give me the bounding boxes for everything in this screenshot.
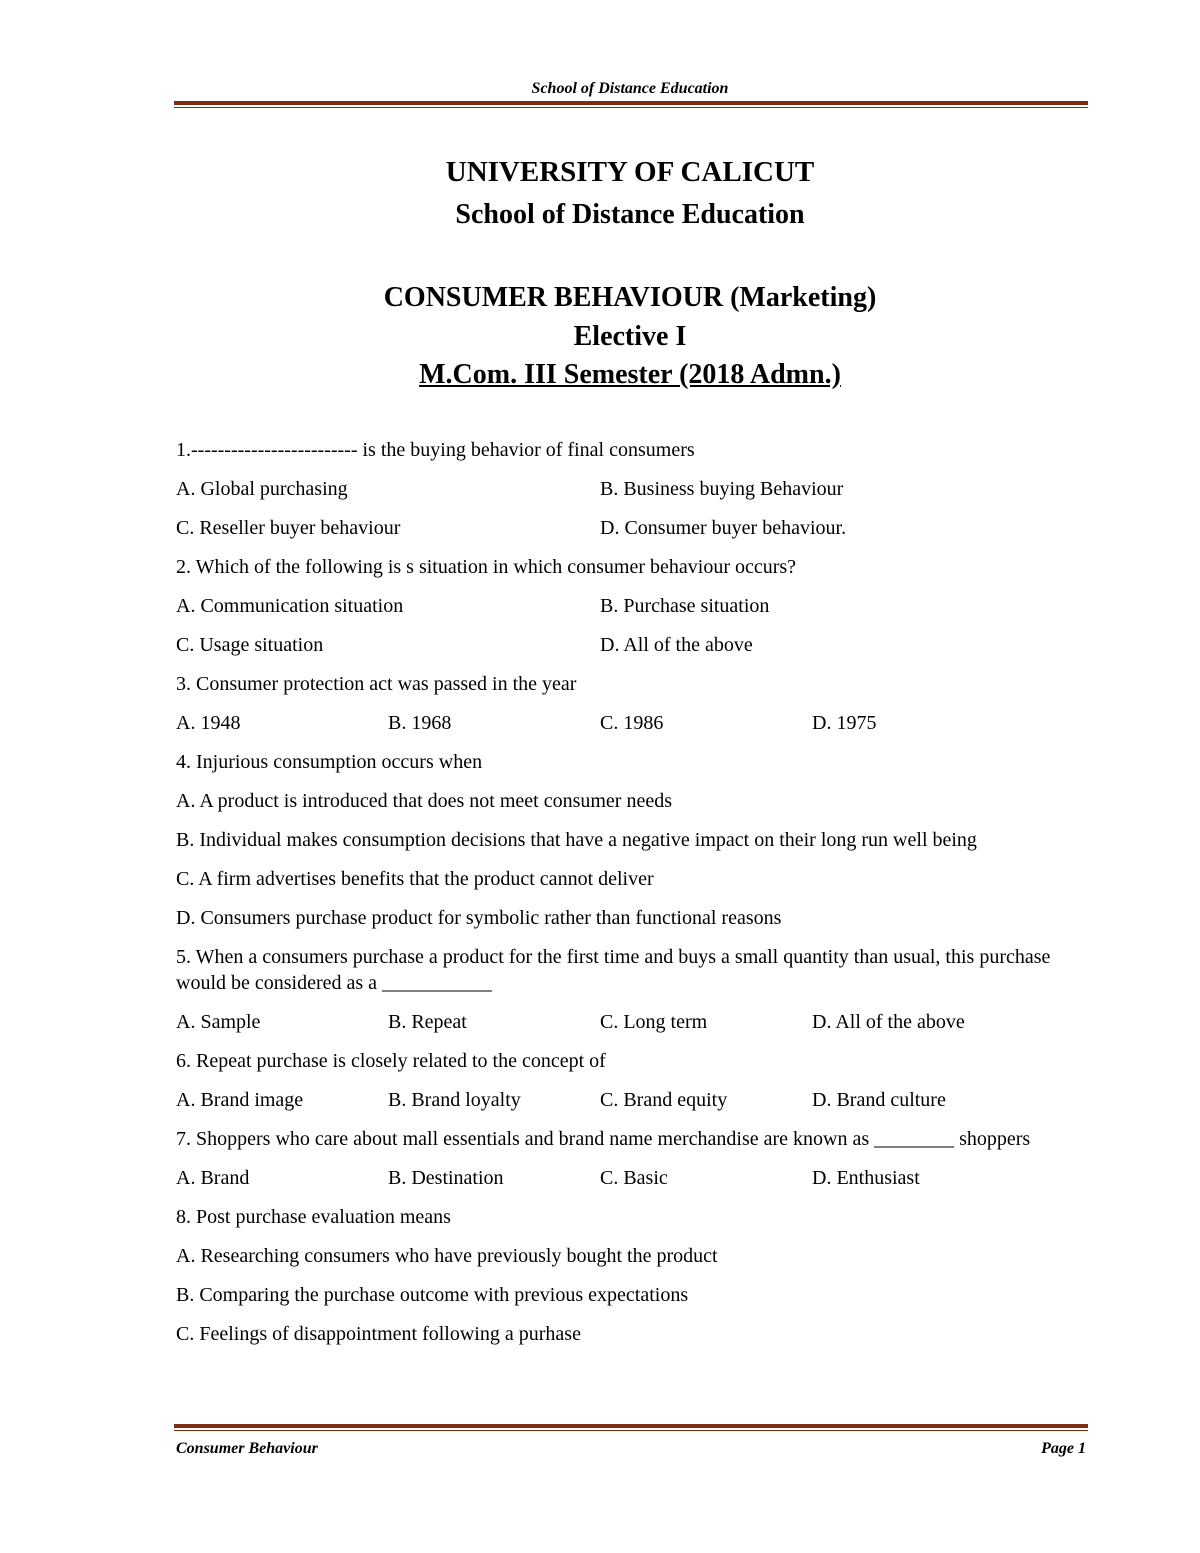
options-row	[176, 515, 1076, 554]
question-3: 3. Consumer protection act was passed in the year	[176, 673, 577, 695]
footer-course-name: Consumer Behaviour	[176, 1440, 318, 1457]
options-row	[176, 476, 1076, 515]
question-7: 7. Shoppers who care about mall essentials and brand name merchandise are known as ________ shoppers	[176, 1128, 1031, 1150]
option: D. 1975	[812, 712, 877, 734]
school-title: School of Distance Education	[455, 199, 805, 230]
option: D. Enthusiast	[812, 1167, 920, 1189]
option: C. Feelings of disappointment following a purhase	[176, 1323, 581, 1345]
option: D. All of the above	[812, 1011, 965, 1033]
option: B. Repeat	[388, 1011, 467, 1033]
question-5: 5. When a consumers purchase a product for the first time and buys a small quantity than usual, this purchase would be considered as a ___________	[176, 946, 1051, 994]
running-header: School of Distance Education	[531, 80, 729, 97]
option: C. Basic	[600, 1167, 668, 1189]
option: C. Long term	[600, 1011, 708, 1033]
options-row	[176, 1165, 1076, 1204]
options-row	[176, 1009, 1076, 1048]
option: A. Researching consumers who have previously bought the product	[176, 1245, 718, 1267]
question-4: 4. Injurious consumption occurs when	[176, 751, 483, 773]
option: C. A firm advertises benefits that the product cannot deliver	[176, 868, 654, 890]
elective-title: Elective I	[573, 321, 687, 352]
option: B. Destination	[388, 1167, 504, 1189]
option: D. Consumer buyer behaviour.	[600, 517, 847, 539]
option: B. Individual makes consumption decisions that have a negative impact on their long run well being	[176, 829, 977, 851]
option: A. Sample	[176, 1011, 261, 1033]
question-list	[176, 437, 1076, 1360]
option: D. Consumers purchase product for symbolic rather than functional reasons	[176, 907, 782, 929]
options-row	[176, 1087, 1076, 1126]
page-number: Page 1	[1041, 1440, 1086, 1457]
option: A. Global purchasing	[176, 478, 348, 500]
option: A. Brand	[176, 1167, 250, 1189]
option: B. Purchase situation	[600, 595, 770, 617]
options-row	[176, 593, 1076, 632]
option: A. Communication situation	[176, 595, 404, 617]
option: A. Brand image	[176, 1089, 304, 1111]
option: B. Brand loyalty	[388, 1089, 521, 1111]
option: A. 1948	[176, 712, 241, 734]
header-rule	[174, 101, 1088, 108]
option: D. All of the above	[600, 634, 753, 656]
option: D. Brand culture	[812, 1089, 946, 1111]
question-2: 2. Which of the following is s situation in which consumer behaviour occurs?	[176, 556, 797, 578]
option: B. 1968	[388, 712, 452, 734]
question-8: 8. Post purchase evaluation means	[176, 1206, 451, 1228]
university-title: UNIVERSITY OF CALICUT	[445, 156, 815, 188]
question-6: 6. Repeat purchase is closely related to the concept of	[176, 1050, 606, 1072]
option: B. Comparing the purchase outcome with previous expectations	[176, 1284, 689, 1306]
option: C. Reseller buyer behaviour	[176, 517, 401, 539]
option: C. Usage situation	[176, 634, 324, 656]
option: C. 1986	[600, 712, 664, 734]
options-row	[176, 710, 1076, 749]
option: B. Business buying Behaviour	[600, 478, 844, 500]
question-1: 1.------------------------- is the buying behavior of final consumers	[176, 439, 695, 461]
option: A. A product is introduced that does not meet consumer needs	[176, 790, 673, 812]
course-title: CONSUMER BEHAVIOUR (Marketing)	[383, 282, 877, 313]
semester-title: M.Com. III Semester (2018 Admn.)	[419, 359, 841, 390]
options-row	[176, 632, 1076, 671]
footer-rule	[174, 1424, 1088, 1431]
option: C. Brand equity	[600, 1089, 728, 1111]
